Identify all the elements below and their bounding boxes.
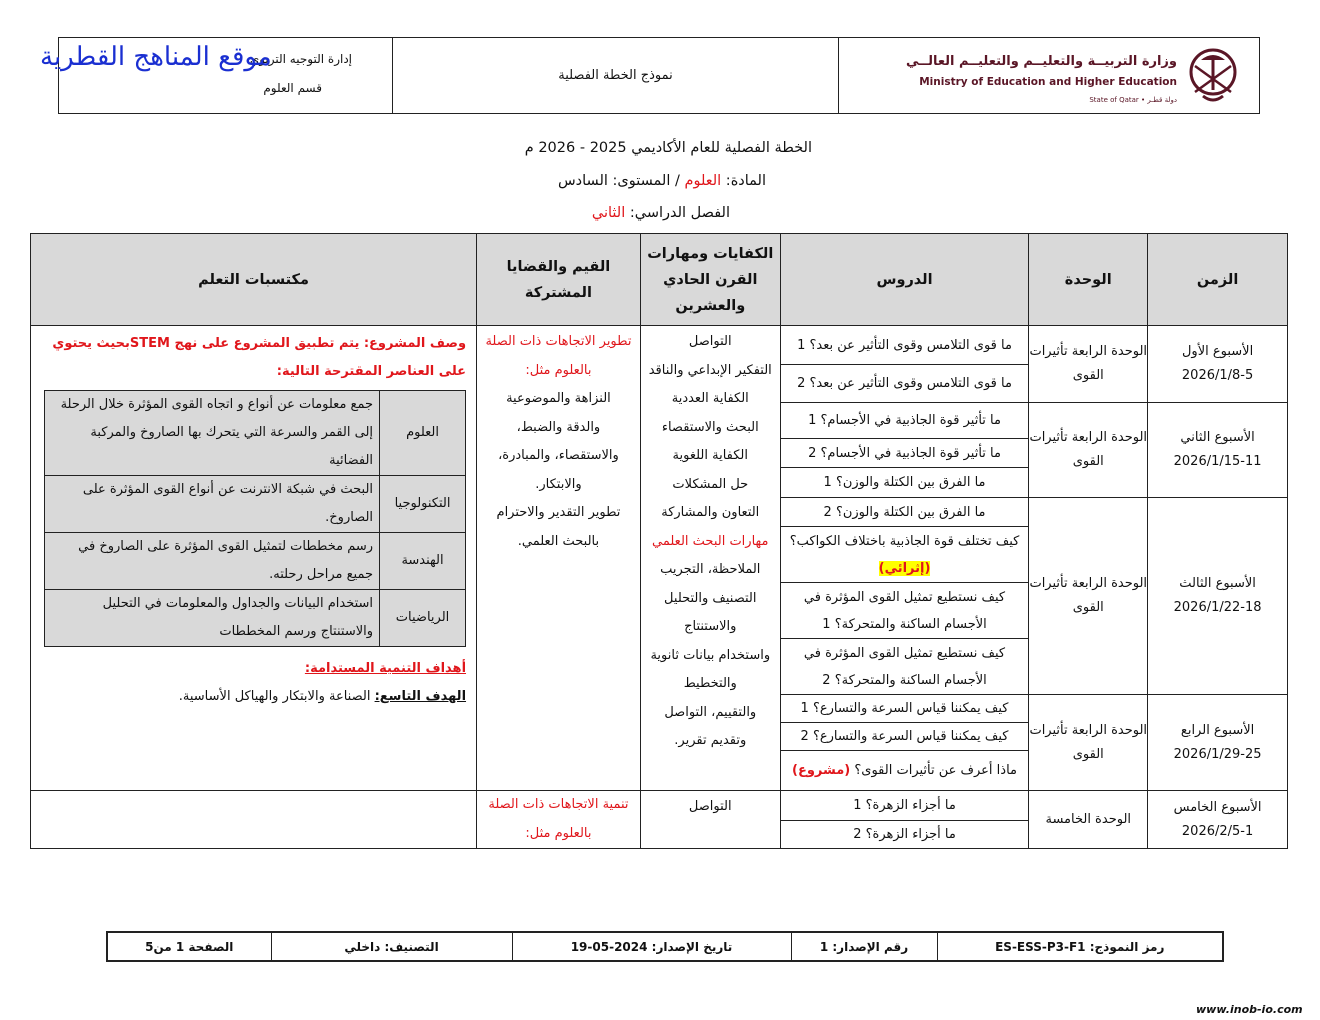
ministry-logo <box>887 44 1247 110</box>
stem-row <box>45 533 466 590</box>
version-number: رقم الإصدار: 1 <box>791 932 937 961</box>
col-skills: الكفايات ومهارات القرن الحادي والعشرين <box>640 234 780 326</box>
stem-text: جمع معلومات عن أنواع و اتجاه القوى المؤثرة خلال الرحلة إلى القمر والسرعة التي يتحرك بها الصاروخ والمركبة الفضائية <box>45 391 380 476</box>
week-name: الأسبوع الثالث <box>1179 576 1256 591</box>
table-header-row <box>31 234 1288 326</box>
subject-line <box>558 173 766 189</box>
values-cell-week5 <box>477 791 641 849</box>
stem-row <box>45 476 466 533</box>
week-cell <box>1148 326 1288 403</box>
week-name: الأسبوع الرابع <box>1180 722 1255 738</box>
week-cell <box>1148 498 1288 695</box>
enrichment-badge: (إثرائي) <box>878 560 931 576</box>
lesson-cell: كيف نستطيع تمثيل القوى المؤثرة في الأجسام الساكنة والمتحركة؟ 1 <box>780 583 1029 639</box>
lesson-cell <box>780 751 1029 791</box>
research-skills-title: مهارات البحث العلمي <box>652 533 769 549</box>
project-badge: (مشروع) <box>792 763 851 778</box>
week-date: 2026/1/22-18 <box>1173 600 1262 615</box>
stem-text: استخدام البيانات والجداول والمعلومات في التحليل والاستنتاج ورسم المخططات <box>45 590 380 647</box>
sdg-title: أهداف التنمية المستدامة: <box>304 661 467 676</box>
table-row <box>31 791 1288 821</box>
skills-cell <box>640 326 780 791</box>
state-of-qatar: State of Qatar • دولة قطـر <box>1089 96 1177 104</box>
project-description: وصف المشروع: يتم تطبيق المشروع على نهج STEMبحيث يحتوي على العناصر المقترحة التالية: <box>52 336 467 379</box>
value-item: تطوير التقدير والاحترام <box>496 505 621 520</box>
value-item: والاستقصاء، والمبادرة، <box>498 448 619 463</box>
plan-title: الخطة الفصلية للعام الأكاديمي 2025 - 2026 م <box>524 140 812 156</box>
lesson-cell: ما قوى التلامس وقوى التأثير عن بعد؟ 2 <box>780 365 1029 403</box>
lesson-text: كيف تختلف قوة الجاذبية باختلاف الكواكب؟ <box>789 533 1020 549</box>
lesson-cell: ما تأثير قوة الجاذبية في الأجسام؟ 2 <box>780 439 1029 468</box>
col-values: القيم والقضايا المشتركة <box>477 234 641 326</box>
subject-value: العلوم <box>684 173 722 189</box>
unit-cell: الوحدة الرابعة تأثيرات القوى <box>1029 403 1148 498</box>
unit-cell: الوحدة الرابعة تأثيرات القوى <box>1029 326 1148 403</box>
footer-row <box>107 932 1223 961</box>
value-item: بالبحث العلمي. <box>517 533 600 549</box>
col-learning: مكتسبات التعلم <box>31 234 477 326</box>
research-skill-item: الملاحظة، التجريب <box>660 562 761 577</box>
skill-item: البحث والاستقصاء <box>661 419 759 435</box>
stem-table <box>44 390 466 647</box>
week-name: الأسبوع الثاني <box>1180 430 1255 445</box>
stem-label: الرياضيات <box>380 590 466 647</box>
week-cell <box>1148 695 1288 791</box>
unit-cell: الوحدة الرابعة تأثيرات القوى <box>1029 695 1148 791</box>
skill-item: التفكير الإبداعي والناقد <box>648 362 772 378</box>
lesson-text: ماذا أعرف عن تأثيرات القوى؟ <box>854 763 1017 778</box>
department-science: قسم العلوم <box>263 81 322 95</box>
issue-date: تاريخ الإصدار: 2024-05-19 <box>512 932 791 961</box>
stem-text: رسم مخططات لتمثيل القوى المؤثرة على الصاروخ في جميع مراحل رحلته. <box>45 533 380 590</box>
lesson-cell: كيف يمكننا قياس السرعة والتسارع؟ 2 <box>780 723 1029 751</box>
unit-cell: الوحدة الخامسة <box>1029 791 1148 849</box>
page-number: الصفحة 1 من5 <box>107 932 271 961</box>
lesson-cell: كيف يمكننا قياس السرعة والتسارع؟ 1 <box>780 695 1029 723</box>
lesson-cell: كيف نستطيع تمثيل القوى المؤثرة في الأجسام الساكنة والمتحركة؟ 2 <box>780 639 1029 695</box>
site-url: www.inob-io.com <box>1196 1003 1303 1016</box>
skill-item: الكفاية اللغوية <box>672 448 748 463</box>
week-date: 2026/1/29-25 <box>1173 746 1262 762</box>
watermark-text: موقع المناهج القطرية <box>40 42 272 72</box>
plan-table <box>30 233 1288 849</box>
week-date: 2026/2/5-1 <box>1181 823 1254 839</box>
learning-cell-week5 <box>31 791 477 849</box>
ministry-logo-box <box>839 38 1259 113</box>
lesson-cell: ما أجزاء الزهرة؟ 1 <box>780 791 1029 821</box>
research-skill-item: وتقديم تقرير. <box>674 733 747 748</box>
stem-label: العلوم <box>380 391 466 476</box>
week-cell <box>1148 403 1288 498</box>
level-label: / المستوى: السادس <box>557 173 685 189</box>
sdg-goal <box>39 683 466 711</box>
ministry-name-ar: وزارة التربيــة والتعليــم والتعليــم العالــي <box>906 54 1177 69</box>
week-name: الأسبوع الأول <box>1181 344 1254 359</box>
week-date: 2026/1/15-11 <box>1173 454 1262 469</box>
stem-text: البحث في شبكة الانترنت عن أنواع القوى المؤثرة على الصاروخ. <box>45 476 380 533</box>
lesson-cell: ما الفرق بين الكتلة والوزن؟ 1 <box>780 468 1029 498</box>
subject-label: المادة: <box>721 173 766 189</box>
col-lessons: الدروس <box>780 234 1029 326</box>
values-cell <box>477 326 641 791</box>
lesson-cell: ما قوى التلامس وقوى التأثير عن بعد؟ 1 <box>780 326 1029 365</box>
value-item: والابتكار. <box>535 476 582 492</box>
research-skill-item: واستخدام بيانات ثانوية والتخطيط <box>650 647 771 691</box>
values-title: تطوير الاتجاهات ذات الصلة بالعلوم مثل: <box>485 334 632 378</box>
stem-label: الهندسة <box>380 533 466 590</box>
semester-label: الفصل الدراسي: <box>625 205 730 221</box>
skills-cell-week5: التواصل <box>640 791 780 849</box>
value-item: والدقة والضبط، <box>516 419 601 435</box>
week-date: 2026/1/8-5 <box>1181 368 1254 383</box>
semester-line <box>592 205 730 221</box>
research-skill-item: والتقييم، التواصل <box>664 704 757 720</box>
skill-item: التواصل <box>688 334 732 349</box>
stem-label: التكنولوجيا <box>380 476 466 533</box>
week-name: الأسبوع الخامس <box>1173 799 1262 815</box>
stem-row <box>45 590 466 647</box>
sdg-label: الهدف التاسع: <box>374 689 467 704</box>
research-skill-item: التصنيف والتحليل والاستنتاج <box>664 590 757 634</box>
week-cell <box>1148 791 1288 849</box>
col-time: الزمن <box>1148 234 1288 326</box>
qatar-emblem-icon <box>1185 46 1241 108</box>
skill-item: الكفاية العددية <box>671 391 749 406</box>
lesson-cell: ما تأثير قوة الجاذبية في الأجسام؟ 1 <box>780 403 1029 439</box>
learning-cell <box>31 326 477 791</box>
skill-item: التعاون والمشاركة <box>661 505 760 520</box>
values-title-week5: تنمية الاتجاهات ذات الصلة بالعلوم مثل: <box>488 797 629 841</box>
lesson-cell <box>780 527 1029 583</box>
value-item: النزاهة والموضوعية <box>506 391 611 406</box>
table-row <box>31 326 1288 365</box>
sdg-text: الصناعة والابتكار والهياكل الأساسية. <box>178 689 375 704</box>
form-code: رمز النموذج: ES-ESS-P3-F1 <box>937 932 1223 961</box>
col-unit: الوحدة <box>1029 234 1148 326</box>
classification: التصنيف: داخلي <box>271 932 512 961</box>
footer-table <box>106 931 1224 962</box>
stem-row <box>45 391 466 476</box>
skill-item: حل المشكلات <box>672 476 749 492</box>
form-title: نموذج الخطة الفصلية <box>393 38 839 113</box>
lesson-cell: ما الفرق بين الكتلة والوزن؟ 2 <box>780 498 1029 527</box>
semester-value: الثاني <box>591 205 626 221</box>
lesson-cell: ما أجزاء الزهرة؟ 2 <box>780 820 1029 849</box>
ministry-name-en: Ministry of Education and Higher Education <box>919 76 1177 88</box>
unit-cell: الوحدة الرابعة تأثيرات القوى <box>1029 498 1148 695</box>
department-admin: إدارة التوجيه التربوي <box>249 52 352 66</box>
